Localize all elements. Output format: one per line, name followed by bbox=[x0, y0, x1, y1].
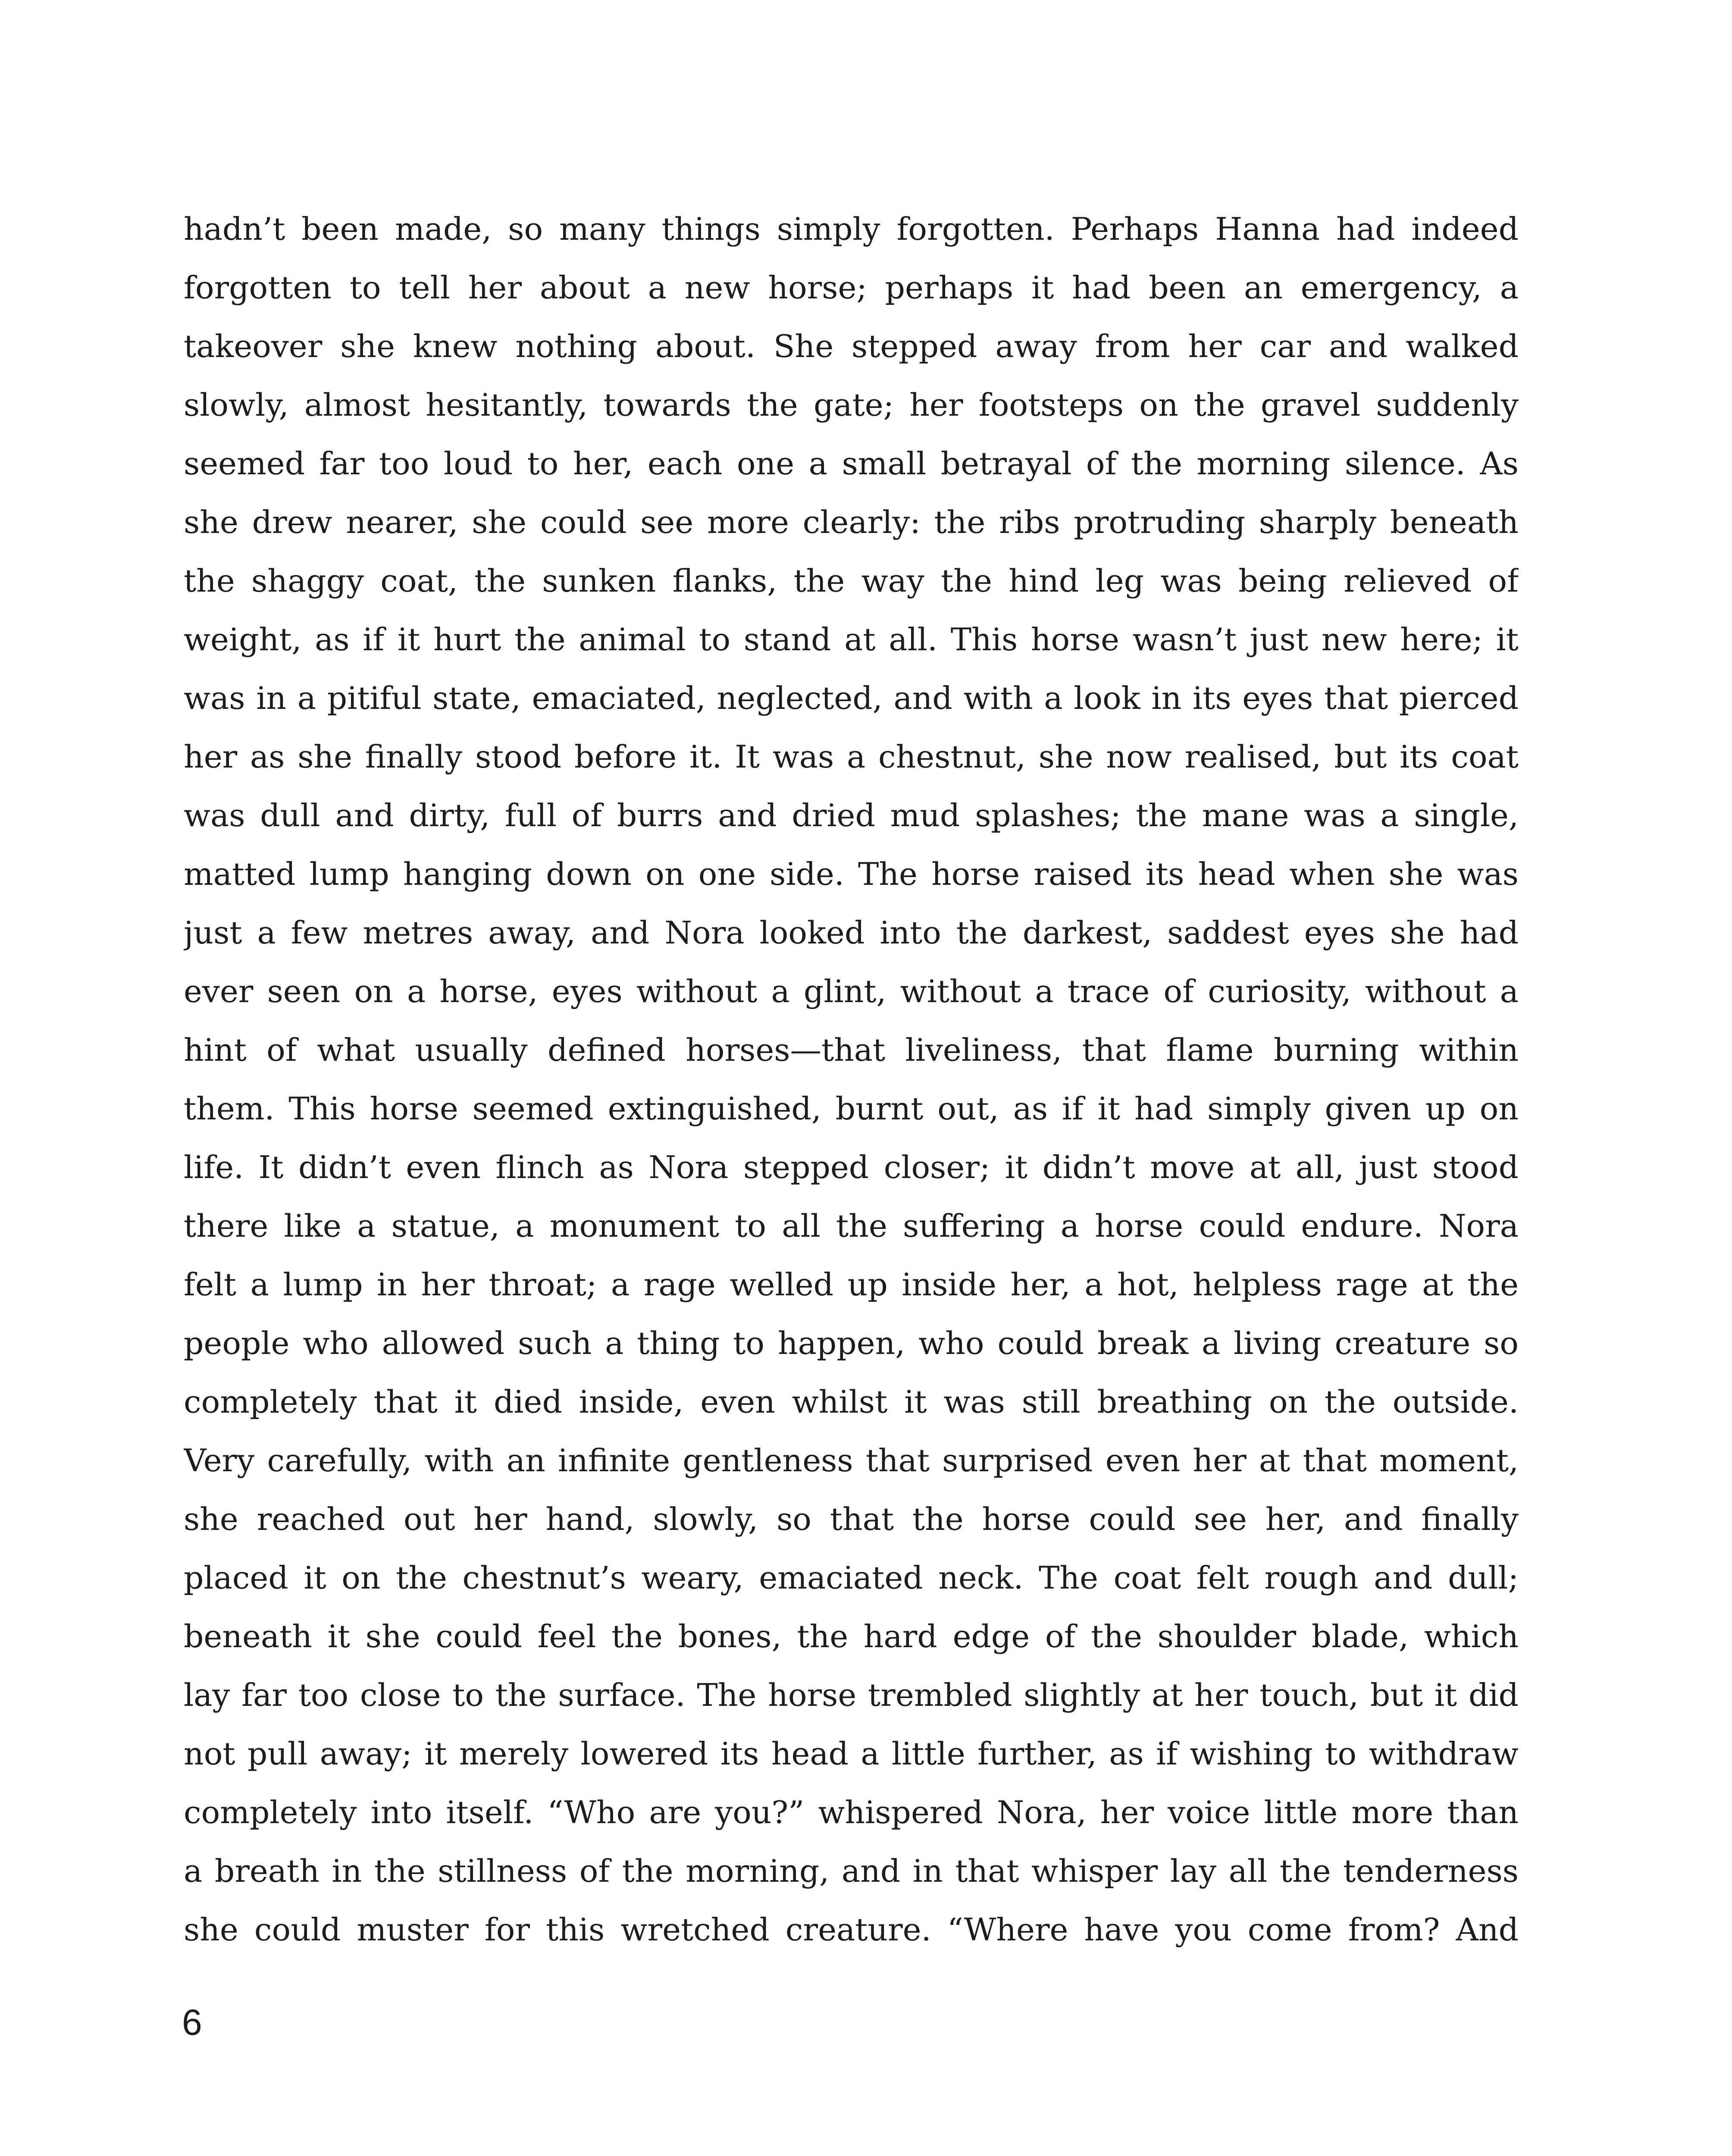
text-line: the shaggy coat, the sunken flanks, the way the hind leg was being relieved of bbox=[184, 563, 1519, 599]
text-line: she reached out her hand, slowly, so that the horse could see her, and finally bbox=[184, 1501, 1519, 1538]
text-line: she drew nearer, she could see more clearly: the ribs protruding sharply beneath bbox=[184, 505, 1519, 541]
text-line: ever seen on a horse, eyes without a glint, without a trace of curiosity, without a bbox=[184, 974, 1519, 1010]
text-line: people who allowed such a thing to happen, who could break a living creature so bbox=[184, 1326, 1519, 1362]
text-line: her as she finally stood before it. It was a chestnut, she now realised, but its coat bbox=[184, 739, 1519, 775]
text-line: was dull and dirty, full of burrs and dried mud splashes; the mane was a single, bbox=[184, 798, 1519, 834]
text-line: just a few metres away, and Nora looked into the darkest, saddest eyes she had bbox=[184, 915, 1519, 951]
text-line: life. It didn’t even flinch as Nora stepped closer; it didn’t move at all, just stood bbox=[184, 1150, 1519, 1186]
text-line: not pull away; it merely lowered its head a little further, as if wishing to withdraw bbox=[184, 1736, 1519, 1772]
text-line: seemed far too loud to her, each one a small betrayal of the morning silence. As bbox=[184, 446, 1519, 482]
text-line: completely that it died inside, even whilst it was still breathing on the outside. bbox=[184, 1384, 1519, 1420]
text-line: felt a lump in her throat; a rage welled up inside her, a hot, helpless rage at the bbox=[184, 1267, 1519, 1303]
text-line: she could muster for this wretched creature. “Where have you come from? And bbox=[184, 1912, 1519, 1948]
text-line: lay far too close to the surface. The horse trembled slightly at her touch, but it did bbox=[184, 1677, 1519, 1714]
page-number: 6 bbox=[182, 2002, 202, 2043]
text-line: hint of what usually defined horses—that liveliness, that flame burning within bbox=[184, 1032, 1519, 1069]
text-line: completely into itself. “Who are you?” whispered Nora, her voice little more than bbox=[184, 1795, 1519, 1831]
text-line: weight, as if it hurt the animal to stand at all. This horse wasn’t just new here; it bbox=[184, 622, 1519, 658]
text-line: hadn’t been made, so many things simply forgotten. Perhaps Hanna had indeed bbox=[184, 211, 1519, 248]
text-line: a breath in the stillness of the morning, and in that whisper lay all the tenderness bbox=[184, 1853, 1519, 1890]
text-line: placed it on the chestnut’s weary, emaciated neck. The coat felt rough and dull; bbox=[184, 1560, 1519, 1596]
body-text bbox=[184, 200, 1519, 1959]
text-line: slowly, almost hesitantly, towards the gate; her footsteps on the gravel suddenly bbox=[184, 387, 1519, 423]
text-line: forgotten to tell her about a new horse; perhaps it had been an emergency, a bbox=[184, 270, 1519, 306]
text-line: takeover she knew nothing about. She stepped away from her car and walked bbox=[184, 329, 1519, 365]
text-line: there like a statue, a monument to all the suffering a horse could endure. Nora bbox=[184, 1208, 1519, 1244]
text-line: was in a pitiful state, emaciated, neglected, and with a look in its eyes that pierced bbox=[184, 680, 1519, 717]
text-line: them. This horse seemed extinguished, burnt out, as if it had simply given up on bbox=[184, 1091, 1519, 1127]
text-line: beneath it she could feel the bones, the hard edge of the shoulder blade, which bbox=[184, 1619, 1519, 1655]
text-line: Very carefully, with an infinite gentleness that surprised even her at that moment, bbox=[184, 1443, 1519, 1479]
text-line: matted lump hanging down on one side. The horse raised its head when she was bbox=[184, 856, 1519, 893]
